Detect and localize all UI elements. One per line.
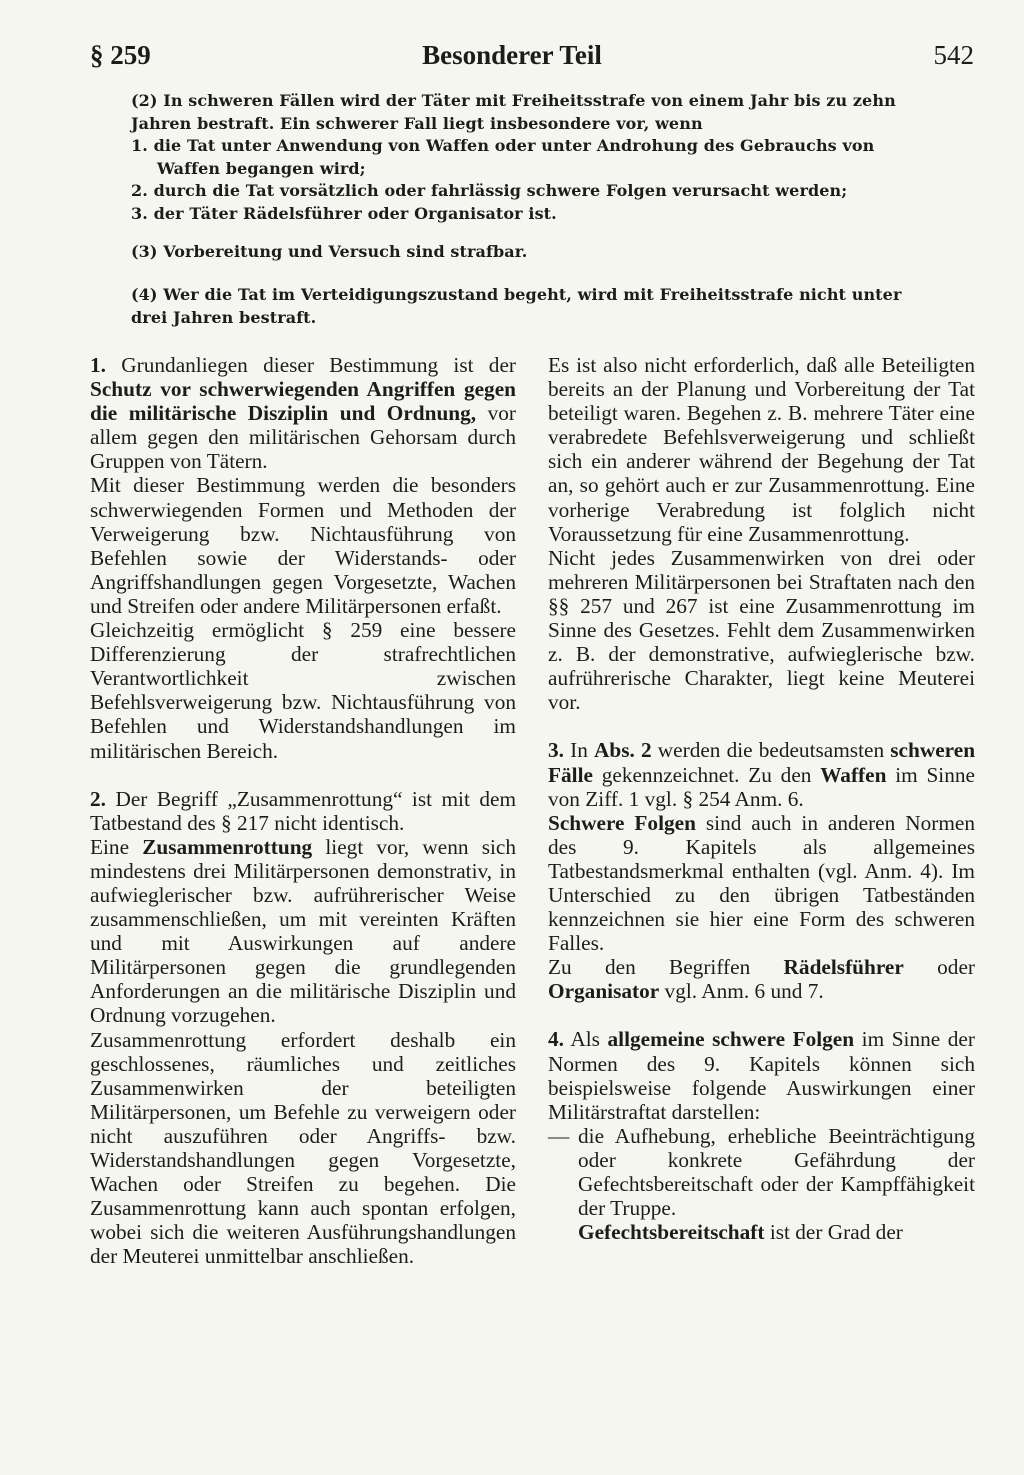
law-paragraph-3	[131, 241, 931, 264]
note-4-paragraph-a	[548, 1027, 975, 1123]
law-paragraph-2-intro: (2) In schweren Fällen wird der Täter mit Freiheitsstrafe von einem Jahr bis zu zehn Jahren bestraft. Ein schwerer Fall liegt insbesondere vor, wenn	[131, 91, 896, 133]
law-item-2: 2. durch die Tat vorsätzlich oder fahrlässig schwere Folgen verursacht werden;	[131, 181, 848, 200]
note-3-paragraph-a	[548, 738, 975, 810]
law-item-3: 3. der Täter Rädelsführer oder Organisator ist.	[131, 203, 557, 223]
note-2-paragraph-d: Es ist also nicht erforderlich, daß alle Beteiligten bereits an der Planung und Vorbereitung der Tat beteiligt waren. Begehen z. B. mehrere Täter eine verabredete Befehlsverweigerung und schließt sich ein anderer während der Begehung der Tat an, so gehört auch er zur Zusammenrottung. Eine vorherige Verabredung ist folglich nicht Voraussetzung für eine Zusammenrottung.	[548, 353, 975, 546]
law-paragraph-2	[131, 90, 931, 225]
law-paragraph-3-text: (3) Vorbereitung und Versuch sind strafbar.	[131, 242, 528, 261]
text: vgl. Anm. 6 und 7.	[664, 979, 824, 1004]
law-paragraph-4-text: (4) Wer die Tat im Verteidigungszustand begeht, wird mit Freiheitsstrafe nicht unter drei Jahren bestraft.	[131, 285, 902, 327]
text: Eine	[90, 834, 130, 859]
text: gekennzeichnet. Zu den	[601, 762, 812, 787]
text: vor allem gegen den militärischen Gehorsam durch Gruppen von Tätern.	[90, 401, 517, 474]
note-2-paragraph-a	[90, 787, 516, 835]
text: Zu den Begriffen	[548, 955, 751, 980]
note-4-list-item	[548, 1124, 975, 1244]
emphasis: Gefechtsbereitschaft	[578, 1220, 765, 1245]
dash-marker: —	[548, 1123, 570, 1148]
text: ist der Grad der	[769, 1220, 903, 1245]
text: In	[570, 738, 588, 763]
note-number: 3.	[548, 738, 564, 763]
text: werden die bedeutsamsten	[657, 738, 885, 763]
commentary-right-column	[548, 353, 975, 1244]
note-1-paragraph-c: Gleichzeitig ermöglicht § 259 eine bessere Differenzierung der strafrechtlichen Verantwortlichkeit zwischen Befehlsverweigerung bzw. Nichtausführung von Befehlen und Widerstandshandlungen im militärischen Bereich.	[90, 618, 516, 763]
note-3-paragraph-b	[548, 811, 975, 956]
note-3-paragraph-c	[548, 955, 975, 1003]
text: sind auch in anderen Normen des 9. Kapitels als allgemeines Tatbestandsmerkmal enthalten (vgl. Anm. 4). Im Unterschied zu den übrigen Tatbeständen kennzeichnen sie hier eine Form des schweren Falles.	[548, 810, 975, 956]
note-1-paragraph-a	[90, 353, 516, 473]
text: Als	[570, 1027, 600, 1052]
emphasis: Abs. 2	[594, 738, 652, 763]
note-2-paragraph-c: Zusammenrottung erfordert deshalb ein geschlossenes, räumliches und zeitliches Zusammenwirken der beteiligten Militärpersonen, um Befehle zu verweigern oder nicht auszuführen oder Angriffs- bzw. Widerstandshandlungen gegen Vorgesetzte, Wachen oder Streifen zu begehen. Die Zusammenrottung kann auch spontan erfolgen, wobei sich die weiteren Ausführungshandlungen der Meuterei unmittelbar anschließen.	[90, 1027, 516, 1269]
list-item-text	[578, 1124, 975, 1244]
text: Der Begriff „Zusammenrottung“ ist mit dem Tatbestand des § 217 nicht identisch.	[90, 786, 517, 835]
emphasis: Rädelsführer	[783, 955, 904, 980]
text: liegt vor, wenn sich mindestens drei Militärpersonen demonstrativ, in aufwieglerischer bzw. aufrührerischer Weise zusammenschließen, um mit vereinten Kräften und mit Auswirkungen auf andere Militärpersonen gegen die grundlegenden Anforderungen an die militärische Disziplin und Ordnung vorzugehen.	[90, 834, 517, 1028]
emphasis: Schwere Folgen	[548, 810, 696, 835]
note-number: 4.	[548, 1027, 564, 1052]
note-2-paragraph-b	[90, 835, 516, 1028]
emphasis: Waffen	[820, 762, 887, 787]
emphasis: allgemeine schwere Folgen	[607, 1027, 855, 1052]
note-number: 1.	[90, 353, 106, 377]
text: im Sinne von Ziff. 1 vgl. § 254 Anm. 6.	[548, 762, 975, 811]
text: oder	[937, 955, 975, 980]
note-1-paragraph-b: Mit dieser Bestimmung werden die besonders schwerwiegenden Formen und Methoden der Verweigerung bzw. Nichtausführung von Befehlen sowie der Widerstands- oder Angriffshandlungen gegen Vorgesetzte, Wachen und Streifen oder andere Militärpersonen erfaßt.	[90, 473, 516, 618]
emphasis: Zusammenrottung	[142, 834, 313, 859]
emphasis: Schutz vor schwerwiegenden Angriffen gegen die militärische Disziplin und Ordnung,	[90, 377, 516, 426]
law-item-1: 1. die Tat unter Anwendung von Waffen oder unter Androhung des Gebrauchs von Waffen begangen wird;	[131, 136, 875, 178]
note-2-paragraph-e: Nicht jedes Zusammenwirken von drei oder mehreren Militärpersonen bei Straftaten nach den §§ 257 und 267 ist eine Zusammenrottung im Sinne des Gesetzes. Fehlt dem Zusammenwirken z. B. der demonstrative, aufwieglerische bzw. aufrührerische Charakter, liegt keine Meuterei vor.	[548, 545, 975, 715]
text: im Sinne der Normen des 9. Kapitels können sich beispielsweise folgende Auswirkungen einer Militärstraftat darstellen:	[548, 1027, 975, 1124]
law-paragraph-4	[131, 284, 931, 329]
text: die Aufhebung, erhebliche Beeinträchtigung oder konkrete Gefährdung der Gefechtsbereitschaft oder der Kampffähigkeit der Truppe.	[578, 1123, 975, 1221]
page-title: Besonderer Teil	[422, 40, 602, 70]
note-number: 2.	[90, 786, 106, 811]
section-number: § 259	[90, 40, 151, 70]
commentary-left-column	[90, 353, 516, 1268]
emphasis: schweren Fälle	[548, 738, 976, 787]
emphasis: Organisator	[548, 979, 660, 1004]
text: Grundanliegen dieser Bestimmung ist der	[121, 353, 517, 377]
page-number: 542	[933, 40, 974, 70]
